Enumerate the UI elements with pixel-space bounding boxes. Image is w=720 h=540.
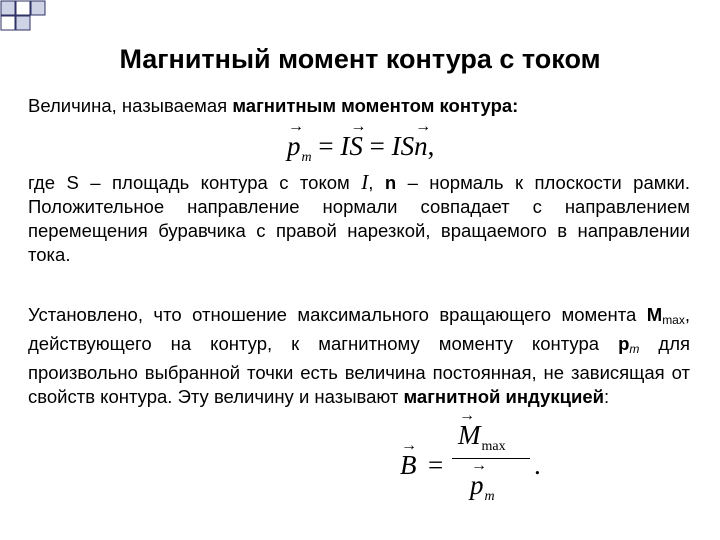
slide-title: Магнитный момент контура с током: [119, 44, 601, 74]
para2-part3: для произвольно выбранной точки есть величина постоянная, не зависящая от свойств контура. Эту величину и называют: [28, 333, 691, 407]
deco-square-4: [1, 16, 15, 30]
n-vector: [414, 118, 432, 162]
para1-part3: ,: [368, 172, 385, 193]
eq-sign-1: =: [311, 131, 341, 161]
intro-bold: магнитным моментом контура:: [232, 95, 519, 116]
vector-arrow-icon: →: [415, 118, 432, 135]
para2-M: M: [646, 304, 663, 325]
vector-arrow-icon: →: [471, 457, 487, 474]
deco-square-5: [16, 16, 30, 30]
para1-I: I: [361, 170, 369, 194]
S-vector: [349, 118, 367, 162]
intro-text: [28, 94, 690, 118]
para1-S: S: [66, 172, 79, 193]
p-symbol: p: [470, 470, 484, 500]
eq-sign: =: [428, 450, 444, 480]
vector-arrow-icon: →: [350, 118, 367, 135]
vector-arrow-icon: →: [401, 437, 417, 454]
M-vector: [458, 407, 506, 454]
magnetic-induction-formula: [400, 407, 560, 515]
para2-p: p: [618, 333, 630, 354]
pm-vector: [470, 457, 495, 504]
I-symbol: I: [340, 131, 350, 161]
magnetic-moment-formula: [287, 118, 435, 165]
p-subscript: m: [484, 489, 495, 504]
vector-arrow-icon: →: [288, 118, 304, 135]
vector-arrow-icon: →: [459, 407, 475, 424]
pm-subscript: m: [301, 150, 312, 165]
deco-square-3: [31, 1, 45, 15]
eq-sign-2: =: [362, 131, 392, 161]
para2-M-sub: max: [662, 313, 685, 327]
para2-part1: Установлено, что отношение максимального вращающего момента: [28, 304, 647, 325]
para1-part2: – площадь контура с током: [78, 172, 362, 193]
para2-bold: магнитной индукцией: [403, 386, 604, 407]
formula2-period: .: [534, 450, 541, 480]
pm-symbol: p: [287, 131, 301, 161]
para2-p-sub: m: [629, 342, 640, 356]
para2-part2: , действующего на контур, к магнитному моменту контура: [28, 304, 690, 354]
M-subscript: max: [481, 439, 506, 454]
B-vector: [400, 437, 417, 481]
intro-plain: Величина, называемая: [28, 95, 233, 116]
para1-part4: – нормаль к плоскости рамки. Положительное направление нормали совпадает с направлением перемещения буравчика с правой нарезкой, вращаемого в направлении тока.: [28, 172, 691, 265]
para1-n: n: [384, 172, 397, 193]
M-symbol: M: [458, 420, 481, 450]
paragraph-induction: [28, 303, 690, 409]
n-symbol: n: [414, 131, 428, 161]
formula1-comma: ,: [427, 131, 435, 161]
deco-square-1: [1, 1, 15, 15]
IS-symbol: IS: [391, 131, 415, 161]
pm-vector: [287, 118, 312, 165]
B-symbol: B: [400, 450, 417, 480]
para2-part4: :: [604, 386, 610, 407]
S-symbol: S: [349, 131, 363, 161]
para1-part1: где: [28, 172, 67, 193]
deco-square-2: [16, 1, 30, 15]
decorative-squares: [0, 0, 60, 40]
fraction-line: [452, 458, 530, 459]
paragraph-definition: [28, 170, 690, 267]
